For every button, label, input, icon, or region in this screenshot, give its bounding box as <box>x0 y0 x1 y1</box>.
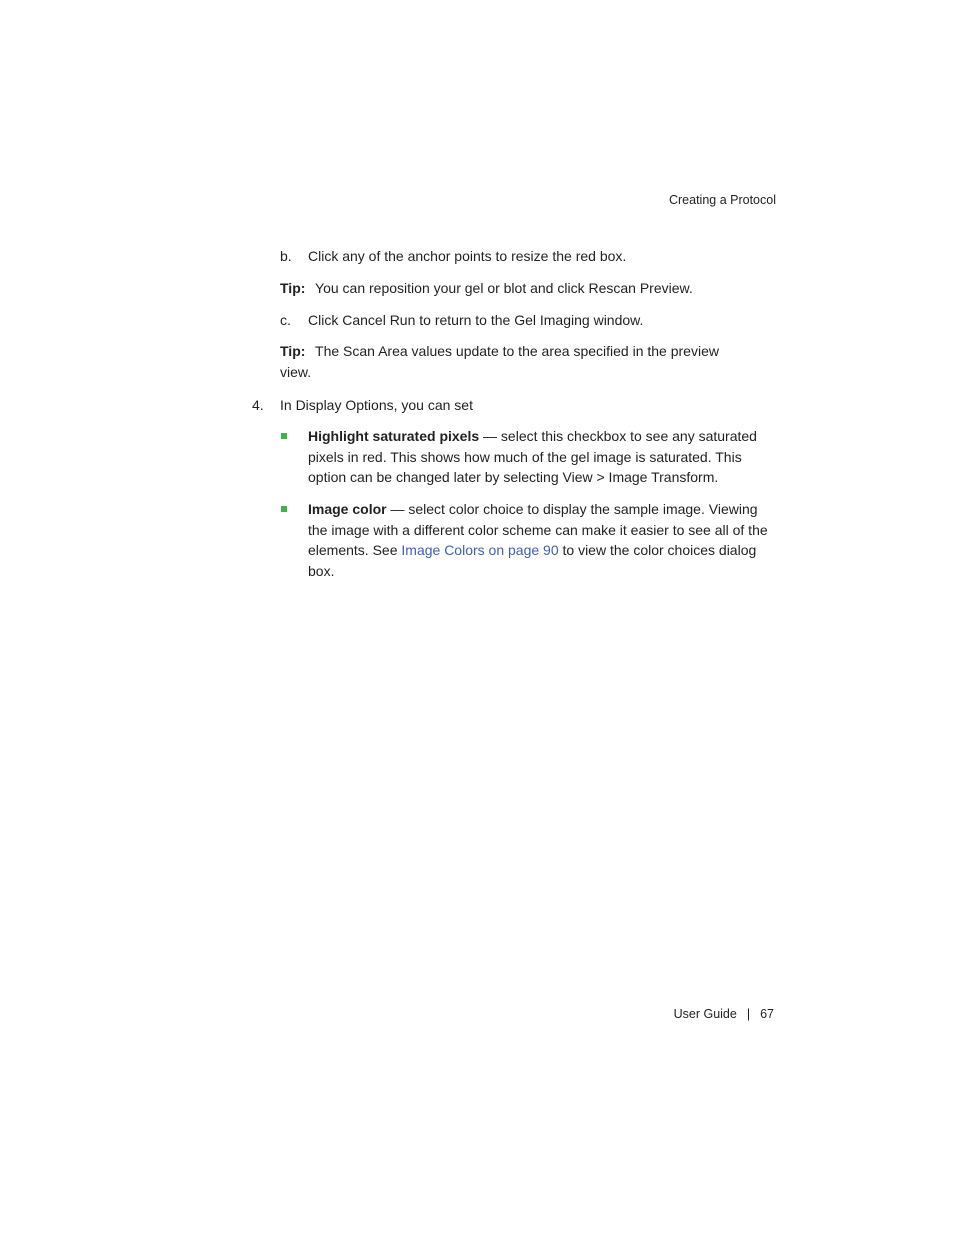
step-4-text: In Display Options, you can set <box>280 397 473 413</box>
step-marker-b: b. <box>280 248 292 264</box>
tip-note-2 <box>280 341 740 382</box>
footer-separator: | <box>746 1007 751 1021</box>
step-b-text: Click any of the anchor points to resize the red box. <box>308 248 627 264</box>
step-c-text: Click Cancel Run to return to the Gel Imaging window. <box>308 312 644 328</box>
tip-note-1 <box>280 278 693 299</box>
bullet-text: — select this checkbox to see any saturated pixels in red. This shows how much of the gel image is saturated. This option can be changed later by selecting View > Image Transform. <box>308 428 757 485</box>
bullet-square-icon <box>281 433 287 439</box>
bullet-text: — select color choice to display the sample image. Viewing the image with a different color scheme can make it easier to see all of the elements. See <box>308 501 768 558</box>
page-number: 67 <box>760 1007 774 1021</box>
step-marker-4: 4. <box>252 397 264 413</box>
page-footer <box>674 1006 774 1022</box>
bullet-square-icon <box>281 506 287 512</box>
cross-reference-link[interactable]: Image Colors on page 90 <box>401 542 559 558</box>
footer-doc-name: User Guide <box>673 1007 737 1021</box>
step-marker-c: c. <box>280 312 291 328</box>
tip-label: Tip: <box>280 280 306 296</box>
bullet-term: Image color <box>308 501 387 517</box>
bullet-text-after: to view the color choices dialog box. <box>308 542 757 579</box>
bullet-term: Highlight saturated pixels <box>308 428 480 444</box>
bullet-item-image-color <box>308 499 776 581</box>
tip-text: The Scan Area values update to the area specified in the preview view. <box>280 343 719 380</box>
running-header: Creating a Protocol <box>668 193 776 207</box>
tip-text: You can reposition your gel or blot and click Rescan Preview. <box>315 280 693 296</box>
bullet-item-highlight-saturated-pixels <box>308 426 776 488</box>
tip-label: Tip: <box>280 343 306 359</box>
